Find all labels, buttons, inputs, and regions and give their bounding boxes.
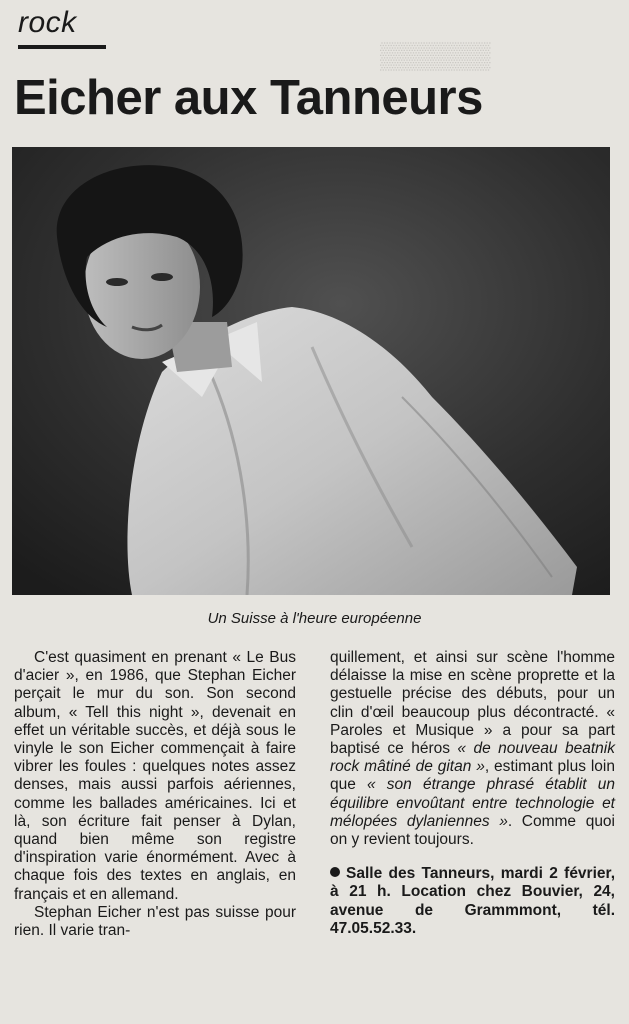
quote: « de nouveau beatnik rock mâtiné de gitan » [330,740,615,776]
article-text: quillement, et ainsi sur scène l'homme délaisse la mise en scène proprette et la gestuelle précise des débuts, pour un clin d'œil beaucoup plus décontracté. « Paroles et Musique » a pour sa part baptisé ce héros [330,649,615,758]
portrait-photo-icon [12,147,610,595]
article-paragraph: C'est quasiment en prenant « Le Bus d'acier », en 1986, que Stephan Eicher perçait le mur du son. Son second album, « Tell this night », devenait en effet un véritable succès, et déjà sous le vinyle le son Eicher commençait à faire vibrer les foules : quelques notes assez denses, mais aussi parfois aériennes, comme les ballades américaines. Ici et là, son écriture fait penser à Dylan, quand bien même son registre d'inspiration varie énormément. Avec à chaque fois des textes en anglais, en français et en allemand. [14,649,296,903]
article-text: . Comme quoi on y revient toujours. [330,812,615,849]
event-info [330,865,615,938]
article-column-2 [330,649,615,938]
article-paragraph [330,649,615,849]
event-info-text: Salle des Tanneurs, mardi 2 février, à 21 h. Location chez Bouvier, 24, avenue de Grammmont, tél. 47.05.52.33. [330,865,615,937]
portrait-photo [12,147,610,595]
quote: « son étrange phrasé établit un équilibre envoûtant entre technologie et mélopées dylaniennes » [330,776,615,830]
bullet-icon [330,867,340,877]
headline: Eicher aux Tanneurs [14,71,483,125]
article-paragraph: Stephan Eicher n'est pas suisse pour rien. Il varie tran- [14,903,296,940]
photo-caption: Un Suisse à l'heure européenne [207,610,422,627]
article-column-1 [14,649,296,940]
article-text: , estimant plus loin que [330,758,615,794]
section-label: rock [18,6,77,39]
section-underline [18,45,106,49]
bleed-through-decoration: ▒▒▒▒▒▒ [380,40,491,70]
